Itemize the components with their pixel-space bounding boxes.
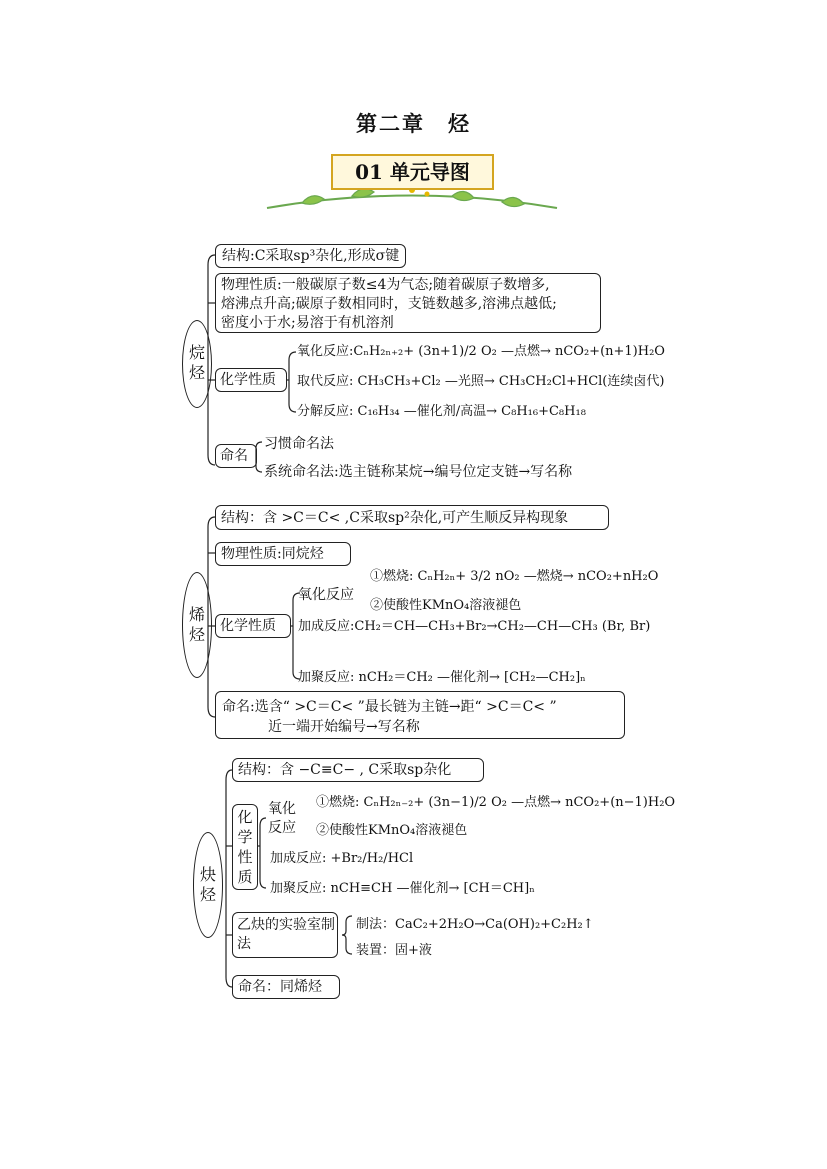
alkene-polymer: 加聚反应: nCH₂＝CH₂ —催化剂→ [CH₂—CH₂]ₙ	[298, 670, 586, 685]
alkyne-lab-1: 制法：CaC₂+2H₂O→Ca(OH)₂+C₂H₂↑	[356, 917, 594, 932]
alkane-decomposition: 分解反应: C₁₆H₃₄ —催化剂/高温→ C₈H₁₆+C₈H₁₈	[297, 404, 586, 419]
alkane-naming-2: 系统命名法:选主链称某烷→编号位定支链→写名称	[264, 464, 573, 480]
alkene-label: 烯烃	[188, 605, 205, 644]
alkene-oxidation-label: 氧化反应	[298, 587, 354, 603]
alkane-physical-line3: 密度小于水;易溶于有机溶剂	[221, 315, 394, 331]
alkyne-label: 炔烃	[199, 865, 216, 904]
alkene-addition: 加成反应:CH₂＝CH—CH₃+Br₂→CH₂—CH—CH₃ (Br, Br)	[298, 619, 651, 634]
alkene-chemical-label: 化学性质	[220, 618, 276, 634]
lab-brace	[340, 912, 354, 958]
alkane-physical-line1: 物理性质:一般碳原子数≤4为气态;随着碳原子数增多,	[221, 277, 550, 293]
alkane-chemical-label: 化学性质	[220, 372, 276, 388]
alkyne-oxidation-label: 氧化反应	[268, 801, 296, 836]
alkene-physical: 物理性质:同烷烃	[221, 546, 324, 562]
alkene-structure: 结构：含 >C＝C< ,C采取sp²杂化,可产生顺反异构现象	[221, 510, 569, 526]
alkyne-lab-label: 乙炔的实验室制法	[237, 917, 335, 952]
alkyne-naming: 命名：同烯烃	[238, 979, 322, 995]
alkyne-lab-2: 装置：固+液	[356, 943, 432, 958]
alkane-oxidation: 氧化反应:CₙH₂ₙ₊₂+ (3n+1)/2 O₂ —点燃→ nCO₂+(n+1)H₂O	[297, 344, 665, 359]
alkene-naming-2: 近一端开始编号→写名称	[268, 719, 420, 735]
alkyne-ox-1: ①燃烧: CₙH₂ₙ₋₂+ (3n−1)/2 O₂ —点燃→ nCO₂+(n−1)H₂O	[316, 795, 676, 810]
chapter-title: 第二章 烃	[356, 111, 471, 136]
alkane-substitution: 取代反应: CH₃CH₃+Cl₂ —光照→ CH₃CH₂Cl+HCl(连续卤代)	[297, 374, 665, 389]
section-banner: 01 单元导图	[331, 154, 494, 190]
alkyne-ox-2: ②使酸性KMnO₄溶液褪色	[316, 823, 468, 838]
alkyne-chemical-label: 化学性质	[237, 808, 253, 886]
alkane-physical-line2: 熔沸点升高;碳原子数相同时，支链数越多,溶沸点越低;	[221, 296, 557, 312]
alkene-ox-2: ②使酸性KMnO₄溶液褪色	[370, 598, 522, 613]
alkene-naming-1: 命名:选含“ >C＝C< ”最长链为主链→距“ >C＝C< ”	[222, 699, 557, 715]
alkyne-structure: 结构：含 −C≡C− , C采取sp杂化	[238, 762, 452, 778]
alkyne-polymer: 加聚反应: nCH≡CH —催化剂→ [CH＝CH]ₙ	[270, 881, 535, 896]
alkane-naming-label: 命名	[220, 448, 248, 464]
alkene-ox-1: ①燃烧: CₙH₂ₙ+ 3/2 nO₂ —燃烧→ nCO₂+nH₂O	[370, 569, 659, 584]
alkane-structure: 结构:C采取sp³杂化,形成σ键	[222, 248, 400, 264]
alkane-label: 烷烃	[188, 343, 205, 382]
alkyne-addition: 加成反应: +Br₂/H₂/HCl	[270, 851, 414, 866]
alkane-naming-1: 习惯命名法	[264, 436, 334, 452]
